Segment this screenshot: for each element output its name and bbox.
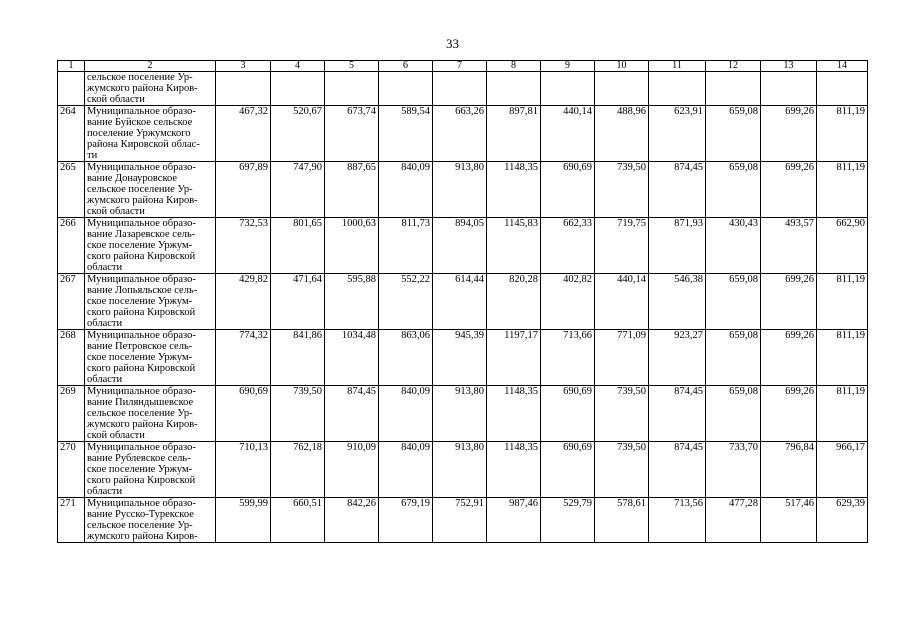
value-cell: 710,13 (216, 442, 271, 498)
value-cell: 429,82 (216, 274, 271, 330)
municipality-name: Муниципальное образо- вание Донауровское сельское поселение Ур- жумского района Киров- ской области (87, 162, 198, 217)
value-cell: 820,28 (487, 274, 541, 330)
value-cell: 623,91 (649, 106, 706, 162)
value-cell: 945,39 (433, 330, 487, 386)
value-cell: 774,32 (216, 330, 271, 386)
value-cell: 659,08 (706, 106, 761, 162)
value-cell: 874,45 (649, 442, 706, 498)
value-cell: 987,46 (487, 498, 541, 543)
data-table (57, 60, 868, 543)
municipality-name: Муниципальное образо- вание Лазаревское сель- ское поселение Уржум- ского района Кировской области (87, 218, 196, 273)
value-cell: 699,26 (761, 162, 817, 218)
row-number (58, 72, 85, 106)
value-cell (216, 72, 271, 106)
value-cell (817, 72, 868, 106)
column-header: 2 (85, 61, 216, 72)
value-cell (487, 72, 541, 106)
value-cell: 599,99 (216, 498, 271, 543)
column-header: 4 (271, 61, 325, 72)
value-cell: 871,93 (649, 218, 706, 274)
row-number: 271 (58, 498, 85, 543)
value-cell: 699,26 (761, 386, 817, 442)
value-cell: 966,17 (817, 442, 868, 498)
value-cell: 923,27 (649, 330, 706, 386)
value-cell: 739,50 (595, 442, 649, 498)
value-cell: 811,19 (817, 106, 868, 162)
value-cell (379, 72, 433, 106)
value-cell: 840,09 (379, 162, 433, 218)
value-cell (541, 72, 595, 106)
value-cell: 614,44 (433, 274, 487, 330)
value-cell: 811,19 (817, 274, 868, 330)
value-cell: 699,26 (761, 106, 817, 162)
value-cell: 660,51 (271, 498, 325, 543)
value-cell: 811,73 (379, 218, 433, 274)
column-header: 10 (595, 61, 649, 72)
value-cell: 690,69 (541, 162, 595, 218)
value-cell: 493,57 (761, 218, 817, 274)
value-cell: 546,38 (649, 274, 706, 330)
value-cell: 440,14 (595, 274, 649, 330)
value-cell: 659,08 (706, 386, 761, 442)
row-number: 265 (58, 162, 85, 218)
value-cell: 801,65 (271, 218, 325, 274)
municipality-name-cell (85, 386, 216, 442)
municipality-name-cell (85, 498, 216, 543)
value-cell (433, 72, 487, 106)
value-cell: 752,91 (433, 498, 487, 543)
row-number: 269 (58, 386, 85, 442)
municipality-name: Муниципальное образо- вание Петровское сель- ское поселение Уржум- ского района Кировской области (87, 330, 196, 385)
value-cell: 894,05 (433, 218, 487, 274)
page-number: 33 (446, 36, 459, 51)
column-header: 13 (761, 61, 817, 72)
value-cell: 913,80 (433, 386, 487, 442)
column-header: 1 (58, 61, 85, 72)
municipality-name: сельское поселение Ур- жумского района Киров- ской области (87, 72, 198, 105)
value-cell (706, 72, 761, 106)
municipality-name: Муниципальное образо- вание Лопьяльское сель- ское поселение Уржум- ского района Кировской области (87, 274, 198, 329)
municipality-name-cell (85, 330, 216, 386)
value-cell: 719,75 (595, 218, 649, 274)
value-cell: 739,50 (595, 386, 649, 442)
municipality-name: Муниципальное образо- вание Рублевское сель- ское поселение Уржум- ского района Кировской области (87, 442, 196, 497)
municipality-name-cell (85, 106, 216, 162)
municipality-name-cell (85, 218, 216, 274)
value-cell: 840,09 (379, 386, 433, 442)
column-header: 9 (541, 61, 595, 72)
value-cell: 713,66 (541, 330, 595, 386)
value-cell: 662,33 (541, 218, 595, 274)
municipality-name-cell (85, 162, 216, 218)
value-cell: 1034,48 (325, 330, 379, 386)
row-number: 264 (58, 106, 85, 162)
value-cell: 402,82 (541, 274, 595, 330)
value-cell: 811,19 (817, 162, 868, 218)
value-cell (649, 72, 706, 106)
municipality-name: Муниципальное образо- вание Русско-Турекское сельское поселение Ур- жумского района Киров- (87, 498, 198, 542)
row-number: 266 (58, 218, 85, 274)
column-header: 3 (216, 61, 271, 72)
value-cell: 679,19 (379, 498, 433, 543)
value-cell: 430,43 (706, 218, 761, 274)
value-cell: 874,45 (649, 162, 706, 218)
row-number: 268 (58, 330, 85, 386)
municipality-name-cell (85, 442, 216, 498)
header-row (58, 61, 868, 72)
table-row (58, 218, 868, 274)
value-cell: 841,86 (271, 330, 325, 386)
value-cell: 874,45 (649, 386, 706, 442)
column-header: 12 (706, 61, 761, 72)
value-cell: 520,67 (271, 106, 325, 162)
value-cell: 517,46 (761, 498, 817, 543)
column-header: 6 (379, 61, 433, 72)
value-cell: 910,09 (325, 442, 379, 498)
value-cell: 690,69 (216, 386, 271, 442)
value-cell: 796,84 (761, 442, 817, 498)
table-row (58, 72, 868, 106)
table-row (58, 274, 868, 330)
table-row (58, 442, 868, 498)
value-cell: 589,54 (379, 106, 433, 162)
value-cell (595, 72, 649, 106)
municipality-name-cell (85, 274, 216, 330)
value-cell (325, 72, 379, 106)
value-cell: 897,81 (487, 106, 541, 162)
value-cell: 732,53 (216, 218, 271, 274)
table-row (58, 498, 868, 543)
value-cell: 747,90 (271, 162, 325, 218)
value-cell: 811,19 (817, 330, 868, 386)
value-cell: 529,79 (541, 498, 595, 543)
value-cell: 699,26 (761, 330, 817, 386)
value-cell: 467,32 (216, 106, 271, 162)
value-cell: 913,80 (433, 162, 487, 218)
table-row (58, 162, 868, 218)
row-number: 270 (58, 442, 85, 498)
municipality-name: Муниципальное образо- вание Пиляндышевское сельское поселение Ур- жумского района Киров- ской области (87, 386, 198, 441)
value-cell (761, 72, 817, 106)
value-cell: 887,65 (325, 162, 379, 218)
table-row (58, 386, 868, 442)
column-header: 5 (325, 61, 379, 72)
value-cell: 842,26 (325, 498, 379, 543)
value-cell: 659,08 (706, 330, 761, 386)
value-cell: 690,69 (541, 386, 595, 442)
value-cell: 739,50 (271, 386, 325, 442)
value-cell: 629,39 (817, 498, 868, 543)
value-cell (271, 72, 325, 106)
value-cell: 1148,35 (487, 442, 541, 498)
value-cell: 1148,35 (487, 386, 541, 442)
value-cell: 440,14 (541, 106, 595, 162)
value-cell: 699,26 (761, 274, 817, 330)
value-cell: 663,26 (433, 106, 487, 162)
value-cell: 1197,17 (487, 330, 541, 386)
row-number: 267 (58, 274, 85, 330)
value-cell: 811,19 (817, 386, 868, 442)
value-cell: 595,88 (325, 274, 379, 330)
value-cell: 840,09 (379, 442, 433, 498)
value-cell: 659,08 (706, 162, 761, 218)
value-cell: 659,08 (706, 274, 761, 330)
municipality-name-cell (85, 72, 216, 106)
value-cell: 863,06 (379, 330, 433, 386)
value-cell: 913,80 (433, 442, 487, 498)
value-cell: 552,22 (379, 274, 433, 330)
value-cell: 488,96 (595, 106, 649, 162)
value-cell: 733,70 (706, 442, 761, 498)
value-cell: 662,90 (817, 218, 868, 274)
value-cell: 713,56 (649, 498, 706, 543)
value-cell: 762,18 (271, 442, 325, 498)
value-cell: 874,45 (325, 386, 379, 442)
value-cell: 697,89 (216, 162, 271, 218)
value-cell: 673,74 (325, 106, 379, 162)
value-cell: 477,28 (706, 498, 761, 543)
value-cell: 578,61 (595, 498, 649, 543)
value-cell: 771,09 (595, 330, 649, 386)
table-row (58, 106, 868, 162)
column-header: 11 (649, 61, 706, 72)
value-cell: 690,69 (541, 442, 595, 498)
table-row (58, 330, 868, 386)
column-header: 7 (433, 61, 487, 72)
value-cell: 739,50 (595, 162, 649, 218)
value-cell: 1000,63 (325, 218, 379, 274)
municipality-name: Муниципальное образо- вание Буйское сельское поселение Уржумского района Кировской облас- ти (87, 106, 200, 161)
value-cell: 1145,83 (487, 218, 541, 274)
value-cell: 1148,35 (487, 162, 541, 218)
column-header: 14 (817, 61, 868, 72)
column-header: 8 (487, 61, 541, 72)
value-cell: 471,64 (271, 274, 325, 330)
